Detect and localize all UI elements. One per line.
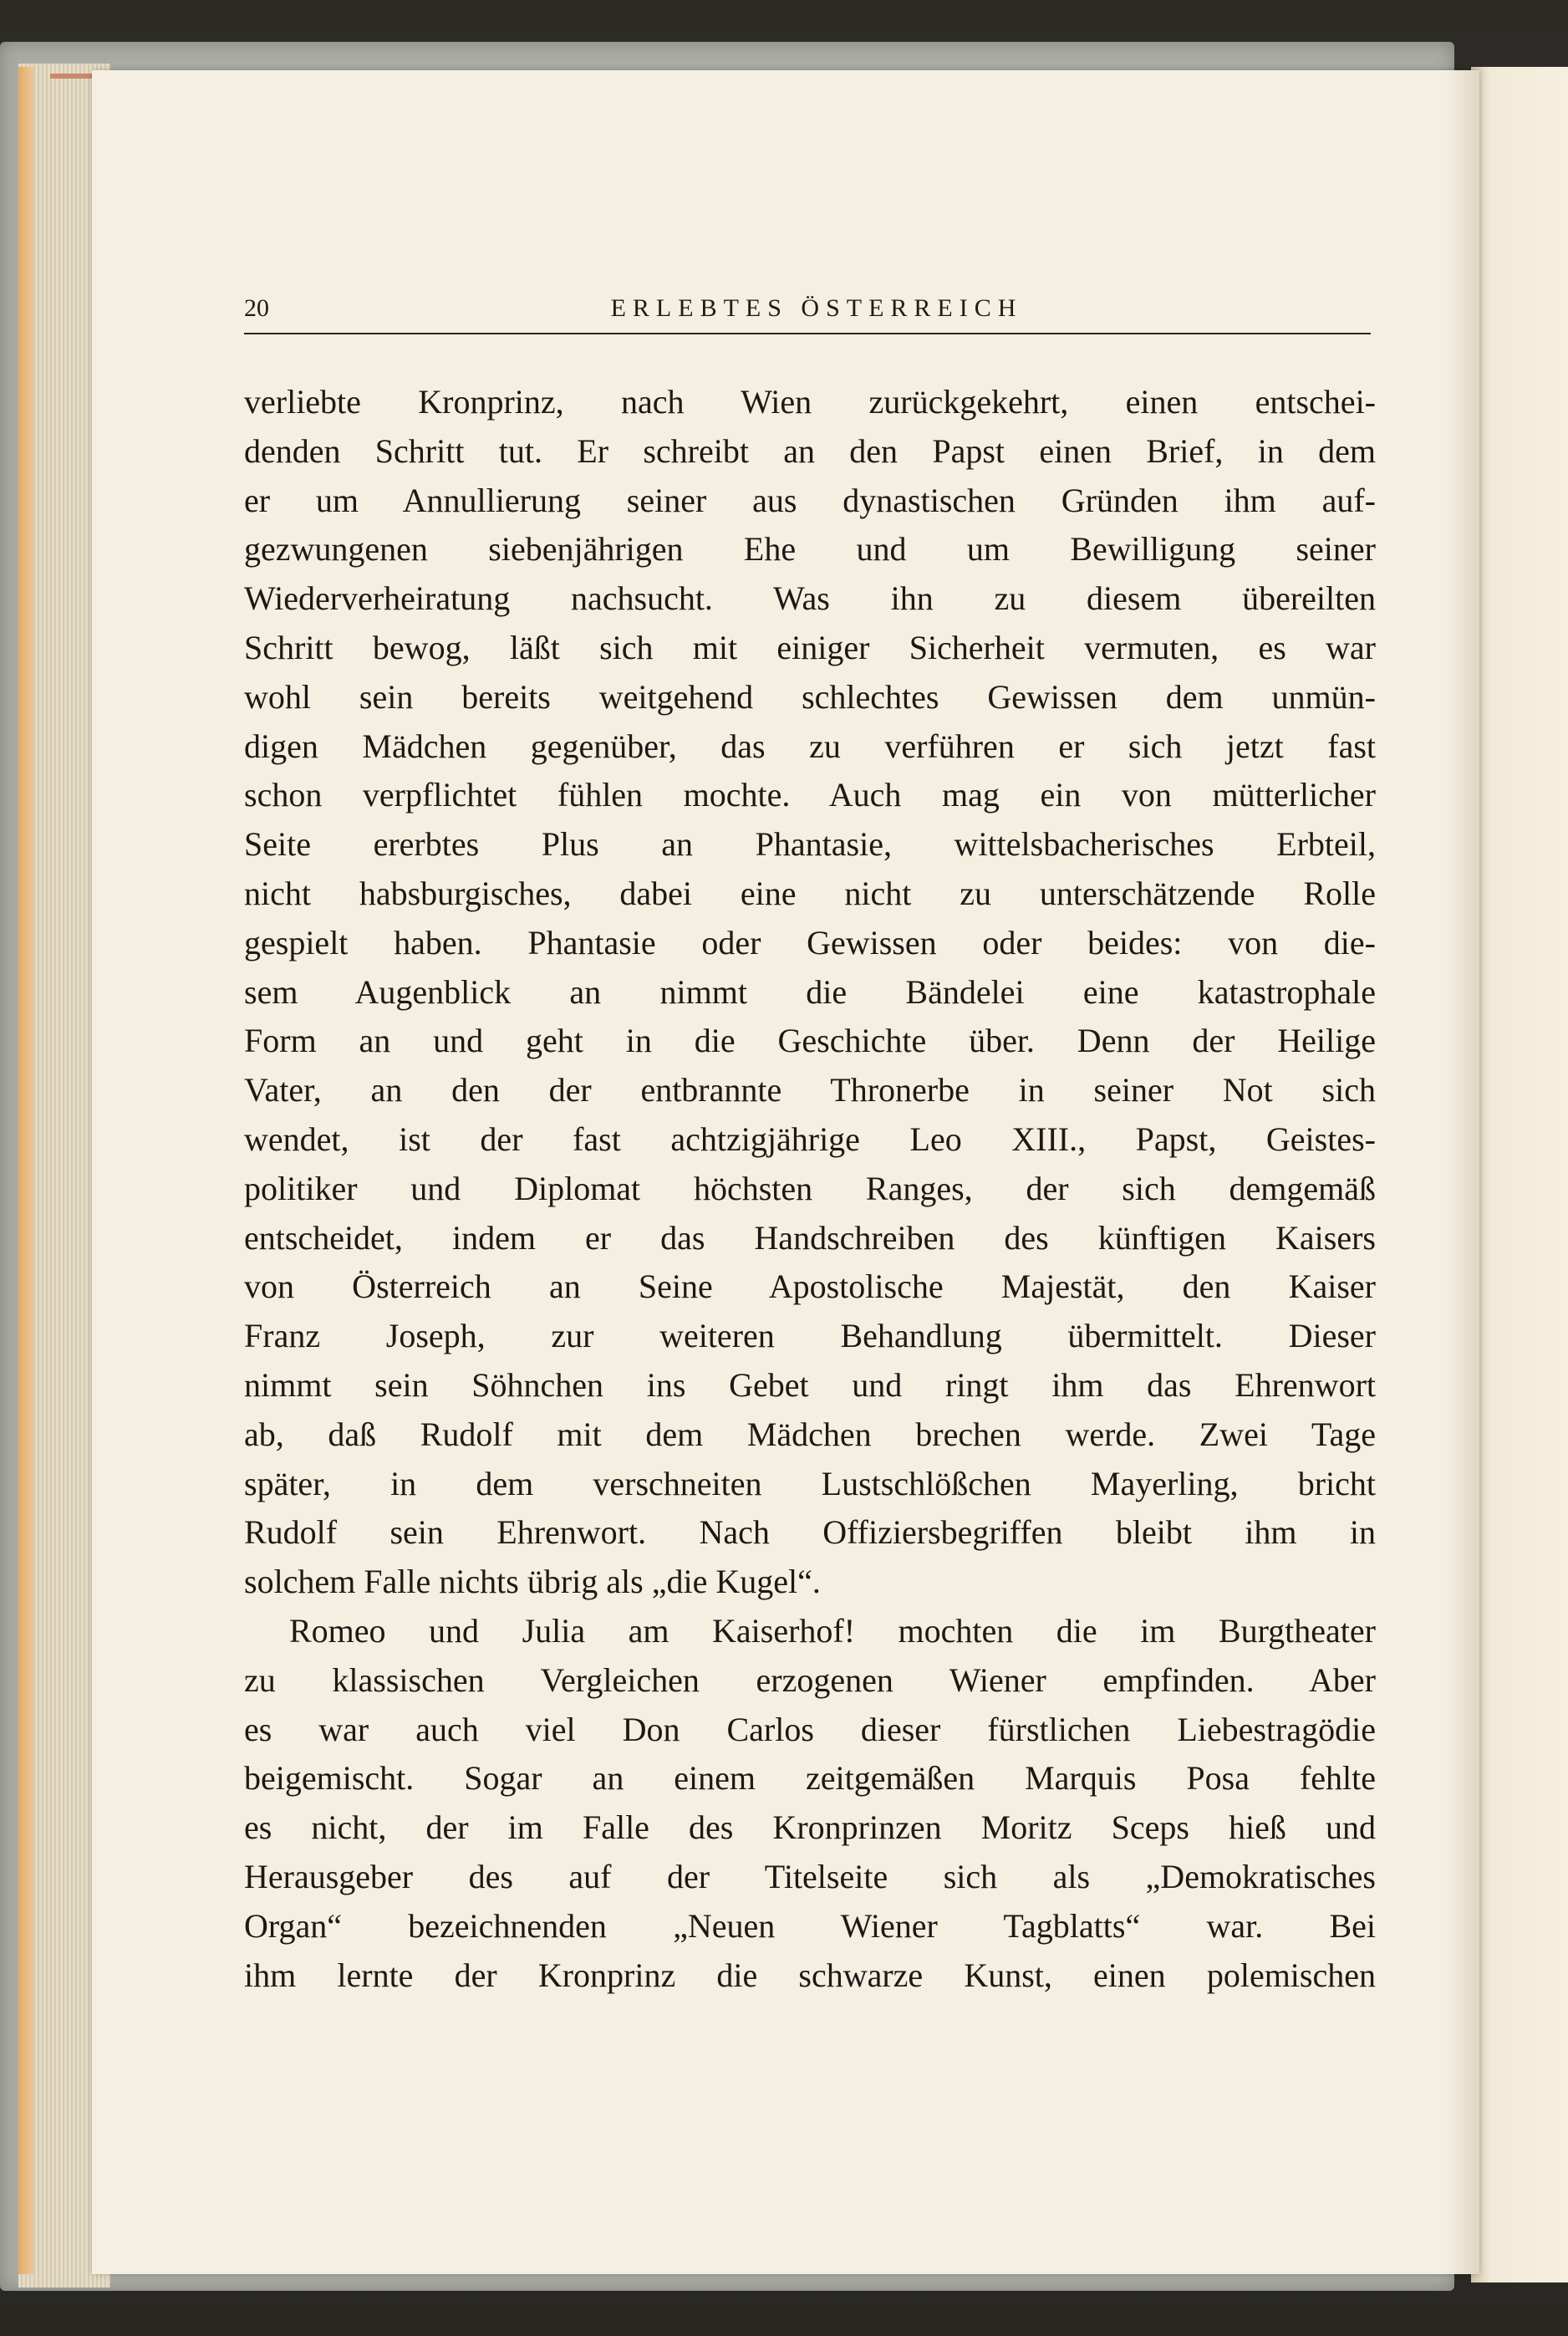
header-rule	[244, 333, 1371, 334]
text-line: es nicht, der im Falle des Kronprinzen Moritz Sceps hieß und	[244, 1808, 1376, 1847]
page-number: 20	[244, 294, 269, 322]
text-line: schon verpflichtet fühlen mochte. Auch mag ein von mütterlicher	[244, 776, 1376, 814]
text-line: ab, daß Rudolf mit dem Mädchen brechen werde. Zwei Tage	[244, 1415, 1376, 1453]
text-line: sem Augenblick an nimmt die Bändelei eine katastrophale	[244, 972, 1376, 1011]
text-line: zu klassischen Vergleichen erzogenen Wiener empfinden. Aber	[244, 1660, 1376, 1699]
text-line: Schritt bewog, läßt sich mit einiger Sicherheit vermuten, es war	[244, 628, 1376, 666]
text-line: es war auch viel Don Carlos dieser fürstlichen Liebestragödie	[244, 1710, 1376, 1748]
text-line: solchem Falle nichts übrig als „die Kugel“.	[244, 1563, 821, 1601]
paragraph-2	[244, 1607, 1376, 2000]
text-line: politiker und Diplomat höchsten Ranges, der sich demgemäß	[244, 1169, 1376, 1207]
text-line: denden Schritt tut. Er schreibt an den Papst einen Brief, in dem	[244, 431, 1376, 470]
text-line: Romeo und Julia am Kaiserhof! mochten die im Burgtheater	[289, 1611, 1376, 1650]
text-line: gespielt haben. Phantasie oder Gewissen oder beides: von die-	[244, 923, 1376, 961]
text-line: Vater, an den der entbrannte Thronerbe in seiner Not sich	[244, 1071, 1376, 1109]
text-line: verliebte Kronprinz, nach Wien zurückgekehrt, einen entschei-	[244, 383, 1376, 421]
text-line: Rudolf sein Ehrenwort. Nach Offiziersbegriffen bleibt ihm in	[244, 1513, 1376, 1552]
paragraph-1	[244, 378, 1376, 1607]
text-line: gezwungenen siebenjährigen Ehe und um Bewilligung seiner	[244, 530, 1376, 569]
running-head	[244, 289, 1371, 326]
body-text	[244, 378, 1376, 2000]
text-line: beigemischt. Sogar an einem zeitgemäßen Marquis Posa fehlte	[244, 1759, 1376, 1798]
text-line: Herausgeber des auf der Titelseite sich als „Demokratisches	[244, 1857, 1376, 1895]
text-line: später, in dem verschneiten Lustschlößchen Mayerling, bricht	[244, 1464, 1376, 1502]
text-line: Wiederverheiratung nachsucht. Was ihn zu diesem übereilten	[244, 579, 1376, 618]
text-line: er um Annullierung seiner aus dynastischen Gründen ihm auf-	[244, 481, 1376, 519]
text-line: Organ“ bezeichnenden „Neuen Wiener Tagblatts“ war. Bei	[244, 1906, 1376, 1945]
text-line: nimmt sein Söhnchen ins Gebet und ringt ihm das Ehrenwort	[244, 1365, 1376, 1404]
page-edge-tint	[18, 67, 33, 2274]
text-line: von Österreich an Seine Apostolische Majestät, den Kaiser	[244, 1267, 1376, 1306]
text-line: Franz Joseph, zur weiteren Behandlung übermittelt. Dieser	[244, 1317, 1376, 1355]
text-line: nicht habsburgisches, dabei eine nicht zu unterschätzende Rolle	[244, 874, 1376, 912]
text-line: Form an und geht in die Geschichte über. Denn der Heilige	[244, 1022, 1376, 1060]
text-line: wohl sein bereits weitgehend schlechtes Gewissen dem unmün-	[244, 677, 1376, 716]
text-line: digen Mädchen gegenüber, das zu verführen er sich jetzt fast	[244, 727, 1376, 765]
text-line: wendet, ist der fast achtzigjährige Leo XIII., Papst, Geistes-	[244, 1120, 1376, 1158]
running-title: ERLEBTES ÖSTERREICH	[610, 294, 1023, 322]
text-line: Seite ererbtes Plus an Phantasie, wittelsbacherisches Erbteil,	[244, 825, 1376, 864]
facing-page-edge	[1471, 67, 1568, 2282]
text-line: ihm lernte der Kronprinz die schwarze Kunst, einen polemischen	[244, 1956, 1376, 1994]
text-line: entscheidet, indem er das Handschreiben des künftigen Kaisers	[244, 1218, 1376, 1257]
